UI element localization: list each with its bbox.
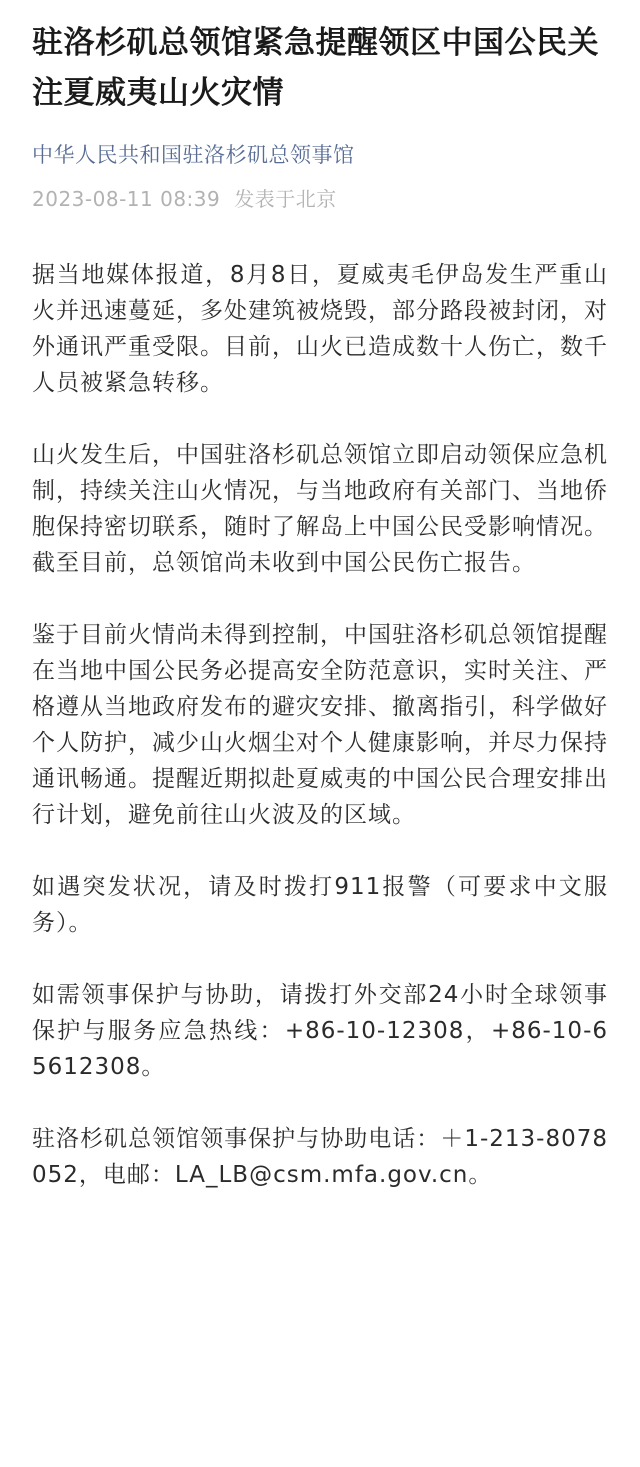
paragraph-response: 山火发生后，中国驻洛杉矶总领馆立即启动领保应急机制，持续关注山火情况，与当地政府有关部门、当地侨胞保持密切联系，随时了解岛上中国公民受影响情况。截至目前，总领馆尚未收到中国公民伤亡报告。: [32, 442, 608, 576]
publish-location: 发表于北京: [234, 187, 337, 211]
paragraph-report: 据当地媒体报道，8月8日，夏威夷毛伊岛发生严重山火并迅速蔓延，多处建筑被烧毁，部分路段被封闭，对外通讯严重受限。目前，山火已造成数十人伤亡，数千人员被紧急转移。: [32, 262, 608, 396]
paragraph-reminder: 鉴于目前火情尚未得到控制，中国驻洛杉矶总领馆提醒在当地中国公民务必提高安全防范意识，实时关注、严格遵从当地政府发布的避灾安排、撤离指引，科学做好个人防护，减少山火烟尘对个人健康影响，并尽力保持通讯畅通。提醒近期拟赴夏威夷的中国公民合理安排出行计划，避免前往山火波及的区域。: [32, 622, 608, 828]
paragraph-contact: 驻洛杉矶总领馆领事保护与协助电话：＋1-213-8078052，电邮：LA_LB@csm.mfa.gov.cn。: [32, 1126, 608, 1188]
paragraph-hotline: 如需领事保护与协助，请拨打外交部24小时全球领事保护与服务应急热线：+86-10-12308，+86-10-65612308。: [32, 982, 608, 1080]
publish-date: 2023-08-11 08:39: [32, 187, 221, 211]
article-title: 驻洛杉矶总领馆紧急提醒领区中国公民关注夏威夷山火灾情: [32, 25, 599, 111]
account-name-link[interactable]: 中华人民共和国驻洛杉矶总领事馆: [32, 143, 355, 167]
article-meta: [32, 184, 608, 214]
article-body: [32, 257, 608, 1193]
paragraph-emergency: 如遇突发状况，请及时拨打911报警（可要求中文服务）。: [32, 874, 608, 936]
